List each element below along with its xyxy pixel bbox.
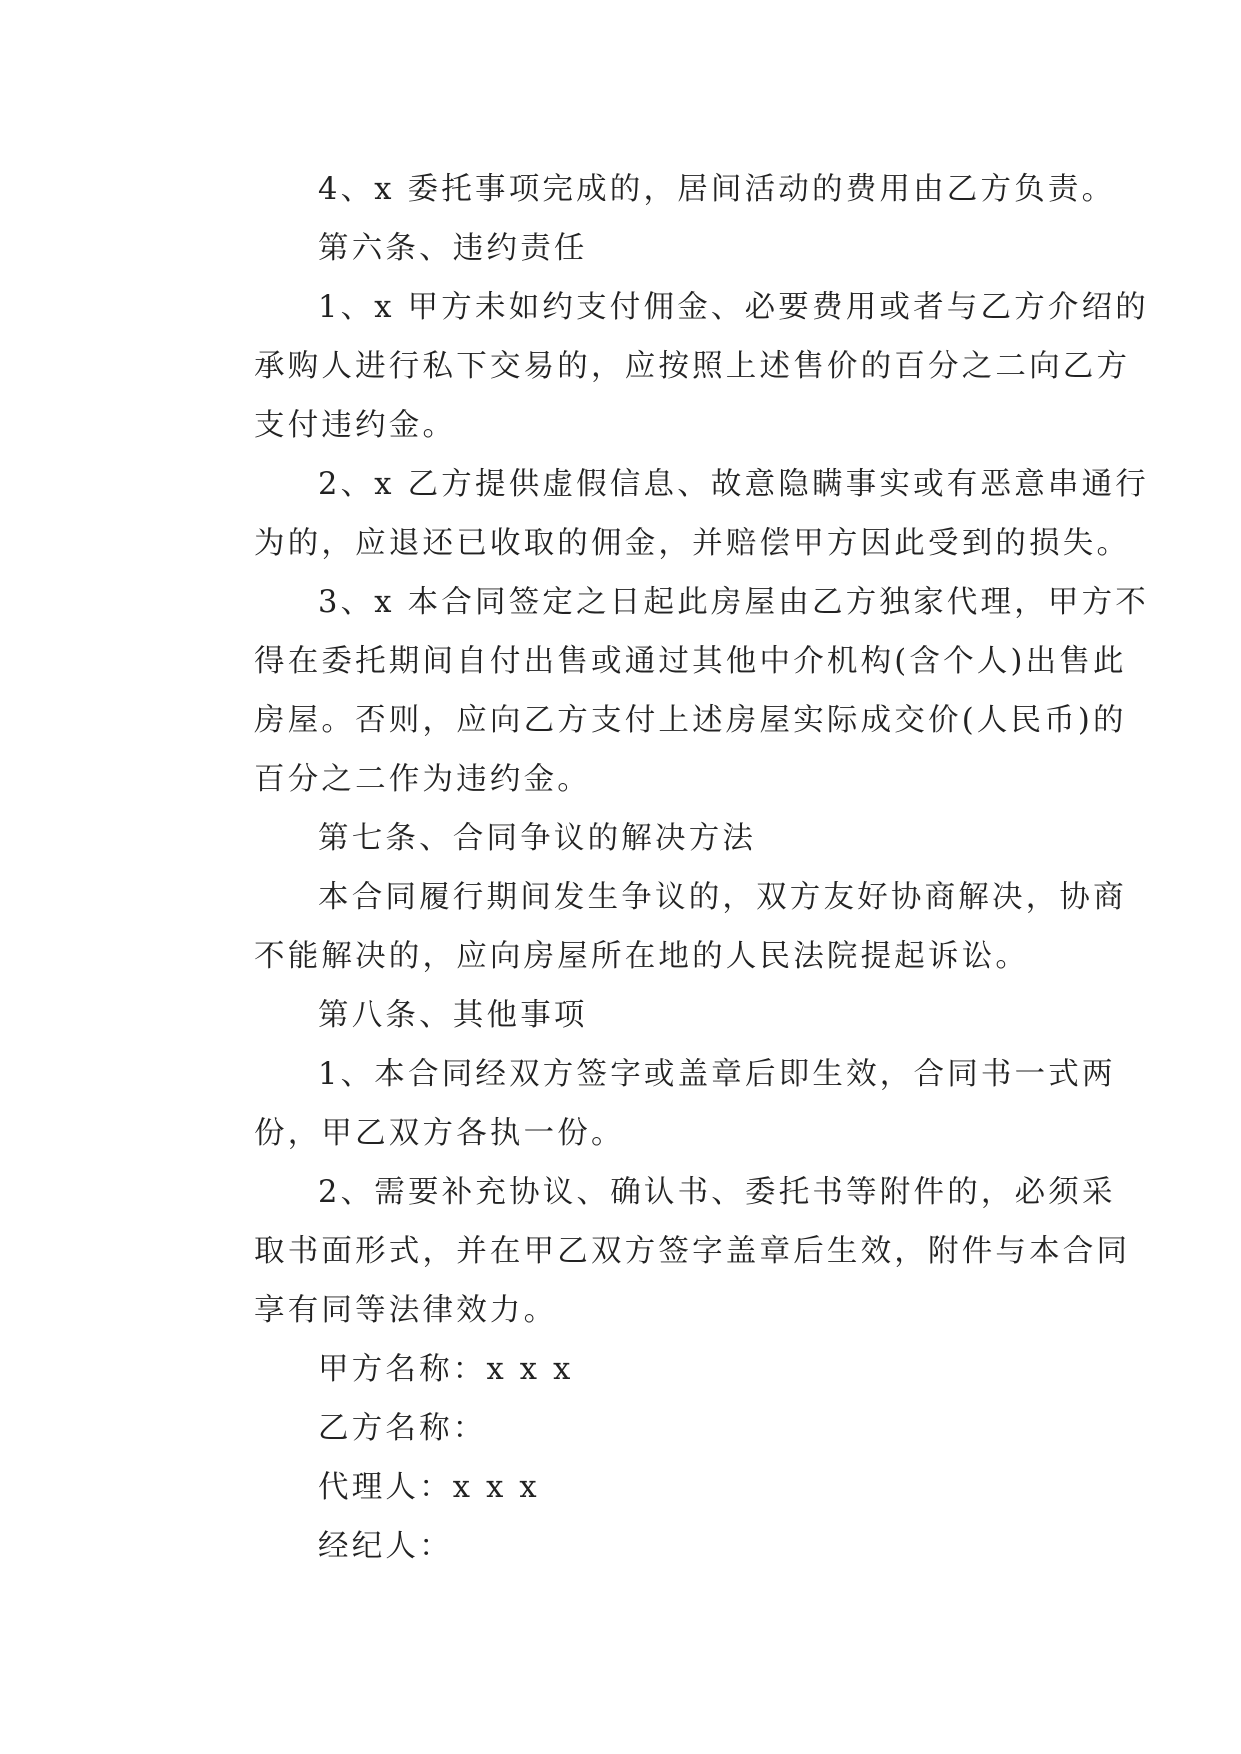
- document-body: [190, 160, 1149, 1576]
- text-line: 为的，应退还已收取的佣金，并赔偿甲方因此受到的损失。: [254, 526, 1131, 561]
- text-line: 百分之二作为违约金。: [254, 762, 591, 797]
- text-line: 2、需要补充协议、确认书、委托书等附件的，必须采: [318, 1175, 1116, 1210]
- party-a-name: [190, 1340, 1050, 1399]
- text-line: 本合同履行期间发生争议的，双方友好协商解决，协商: [318, 880, 1127, 915]
- text-line: 承购人进行私下交易的，应按照上述售价的百分之二向乙方: [254, 349, 1131, 384]
- clause-5-item-4: [190, 160, 1116, 219]
- agent-name: [190, 1458, 1050, 1517]
- text-line: 得在委托期间自付出售或通过其他中介机构(含个人)出售此: [254, 644, 1127, 679]
- text-line: 第六条、违约责任: [318, 231, 588, 266]
- text-line: 2、x 乙方提供虚假信息、故意隐瞒事实或有恶意串通行: [318, 467, 1149, 502]
- text-line: 乙方名称：: [318, 1411, 487, 1446]
- text-line: 取书面形式，并在甲乙双方签字盖章后生效，附件与本合同: [254, 1234, 1131, 1269]
- text-line: 3、x 本合同签定之日起此房屋由乙方独家代理，甲方不: [318, 585, 1149, 620]
- text-line: 第八条、其他事项: [318, 998, 588, 1033]
- article-6-item-3: [190, 573, 1149, 809]
- text-line: 甲方名称：x x x: [318, 1352, 574, 1387]
- article-6-item-2: [190, 455, 1149, 573]
- text-line: 经纪人：: [318, 1529, 453, 1564]
- article-6-heading: [190, 219, 1050, 278]
- text-line: 份，甲乙双方各执一份。: [254, 1116, 625, 1151]
- article-8-item-2: [190, 1163, 1131, 1340]
- article-8-heading: [190, 986, 1050, 1045]
- text-line: 房屋。否则，应向乙方支付上述房屋实际成交价(人民币)的: [254, 703, 1127, 738]
- party-b-name: [190, 1399, 1050, 1458]
- broker-name: [190, 1517, 1050, 1576]
- text-line: 代理人：x x x: [318, 1470, 540, 1505]
- article-6-item-1: [190, 278, 1149, 455]
- text-line: 第七条、合同争议的解决方法: [318, 821, 757, 856]
- text-line: 1、x 甲方未如约支付佣金、必要费用或者与乙方介绍的: [318, 290, 1149, 325]
- text-line: 不能解决的，应向房屋所在地的人民法院提起诉讼。: [254, 939, 1030, 974]
- article-8-item-1: [190, 1045, 1116, 1163]
- article-7-body: [190, 868, 1127, 986]
- text-line: 支付违约金。: [254, 408, 457, 443]
- text-line: 1、本合同经双方签字或盖章后即生效，合同书一式两: [318, 1057, 1116, 1092]
- text-line: 4、x 委托事项完成的，居间活动的费用由乙方负责。: [318, 172, 1116, 207]
- article-7-heading: [190, 809, 1050, 868]
- text-line: 享有同等法律效力。: [254, 1293, 558, 1328]
